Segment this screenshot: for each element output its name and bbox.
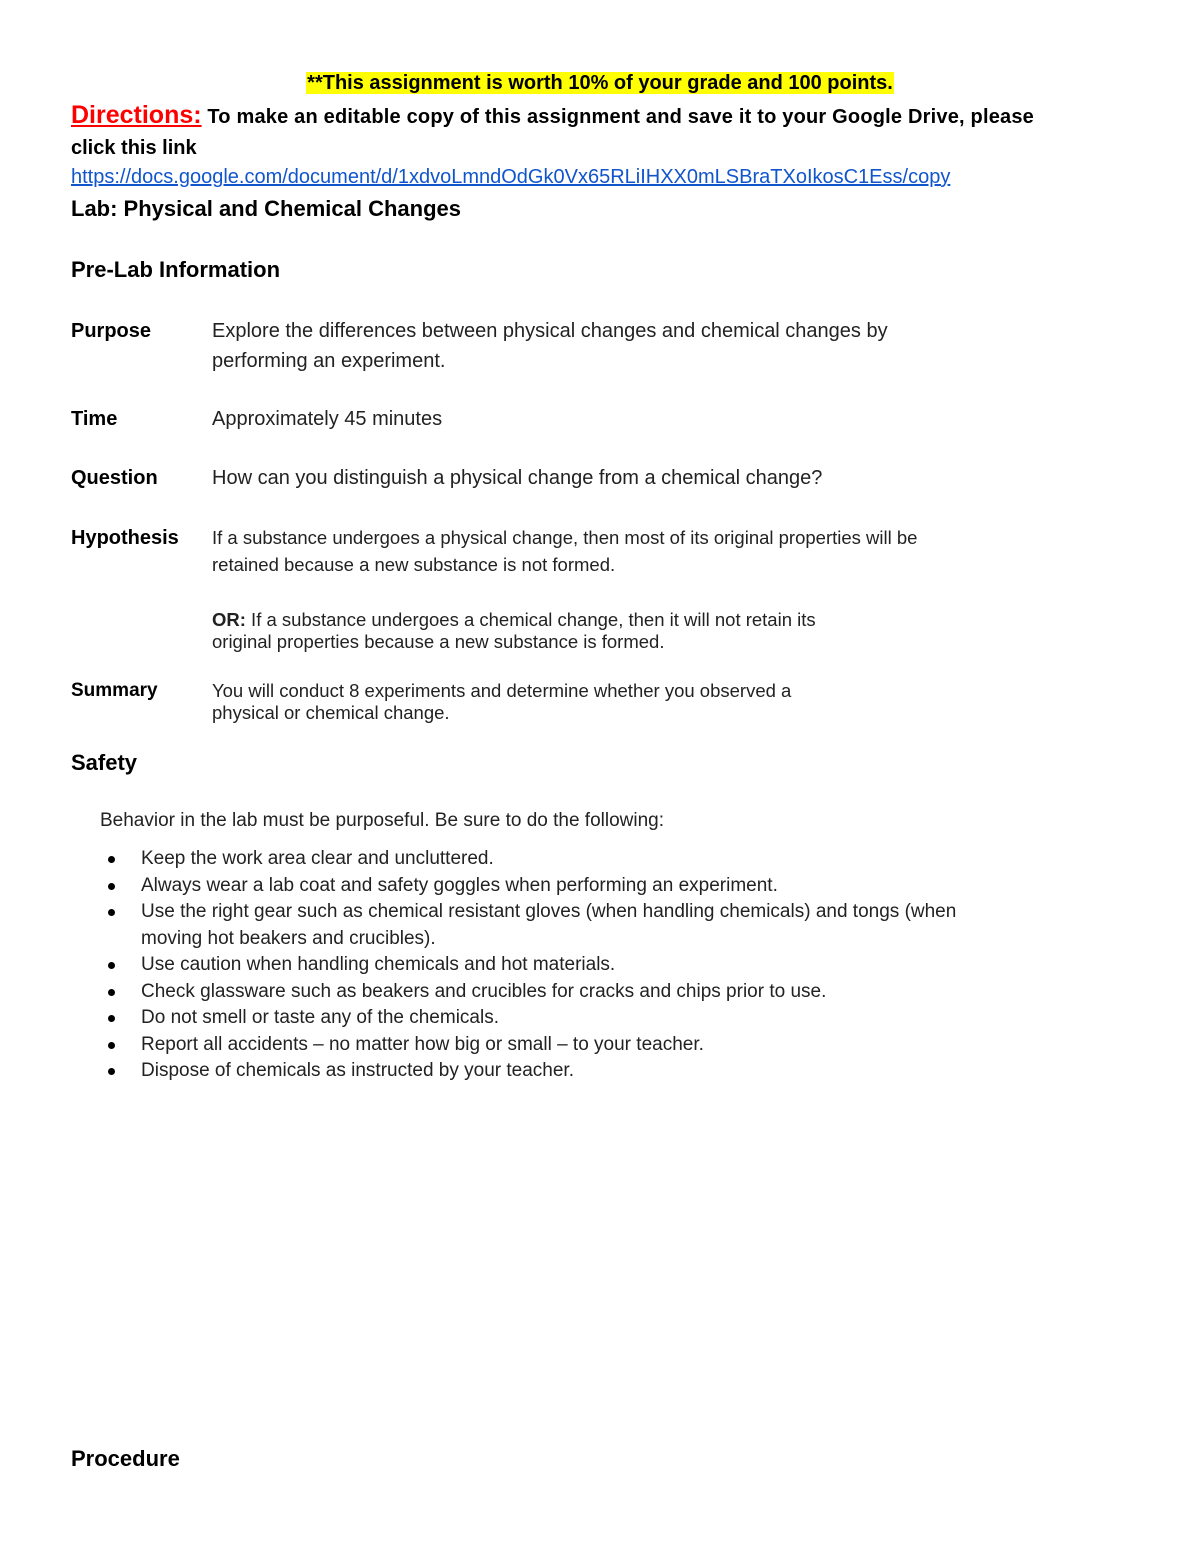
purpose-label: Purpose [71, 320, 152, 342]
summary-line1: You will conduct 8 experiments and determine whether you observed a [212, 680, 792, 701]
safety-item-text: Dispose of chemicals as instructed by your teacher. [141, 1060, 574, 1081]
hypothesis-or-line1 [212, 609, 816, 631]
directions-text: To make an editable copy of this assignment and save it to your Google Drive, please [201, 106, 1034, 128]
hypothesis-or-text: If a substance undergoes a chemical change, then it will not retain its [245, 609, 816, 630]
hypothesis-line2: retained because a new substance is not formed. [212, 554, 616, 575]
bullet-icon [108, 856, 115, 863]
purpose-line1: Explore the differences between physical changes and chemical changes by [212, 320, 888, 342]
bullet-icon [108, 1015, 115, 1022]
hypothesis-or-line2: original properties because a new substance is formed. [212, 631, 665, 652]
safety-list [105, 846, 1005, 1085]
grade-banner [0, 70, 1200, 97]
hypothesis-label: Hypothesis [71, 527, 179, 549]
list-item [105, 899, 1005, 952]
safety-intro: Behavior in the lab must be purposeful. Be sure to do the following: [100, 810, 665, 831]
safety-item-text: Always wear a lab coat and safety goggles when performing an experiment. [141, 874, 778, 896]
question-value: How can you distinguish a physical change from a chemical change? [212, 467, 823, 489]
bullet-icon [108, 989, 115, 996]
grade-banner-text: **This assignment is worth 10% of your grade and 100 points. [307, 72, 893, 94]
directions-label: Directions: [71, 101, 202, 129]
question-label: Question [71, 467, 158, 489]
list-item [105, 846, 1005, 873]
list-item [105, 873, 1005, 900]
directions-text-line2: click this link [71, 137, 197, 159]
directions-line [71, 101, 1034, 130]
list-item [105, 979, 1005, 1006]
safety-heading: Safety [71, 750, 138, 775]
summary-label: Summary [71, 680, 158, 701]
safety-item-text: Report all accidents – no matter how big or small – to your teacher. [141, 1033, 704, 1055]
safety-item-text: Check glassware such as beakers and crucibles for cracks and chips prior to use. [141, 980, 827, 1002]
purpose-line2: performing an experiment. [212, 350, 446, 372]
procedure-heading: Procedure [71, 1446, 180, 1471]
hypothesis-or-label: OR: [212, 609, 246, 630]
hypothesis-line1: If a substance undergoes a physical change, then most of its original properties will be [212, 527, 918, 548]
bullet-icon [108, 909, 115, 916]
bullet-icon [108, 883, 115, 890]
prelab-heading: Pre-Lab Information [71, 257, 281, 282]
time-label: Time [71, 408, 118, 430]
safety-item-text: Use caution when handling chemicals and hot materials. [141, 954, 616, 975]
bullet-icon [108, 1068, 115, 1075]
list-item [105, 1005, 1005, 1032]
time-value: Approximately 45 minutes [212, 408, 443, 430]
list-item [105, 1058, 1005, 1085]
copy-link[interactable]: https://docs.google.com/document/d/1xdvoLmndOdGk0Vx65RLiIHXX0mLSBraTXoIkosC1Ess/copy [71, 166, 951, 188]
summary-line2: physical or chemical change. [212, 702, 450, 723]
list-item [105, 1032, 1005, 1059]
safety-item-text: Keep the work area clear and uncluttered. [141, 848, 494, 869]
lab-title: Lab: Physical and Chemical Changes [71, 196, 462, 221]
safety-item-text: Use the right gear such as chemical resistant gloves (when handling chemicals) and tongs (when moving hot beakers and crucibles). [141, 901, 957, 949]
safety-item-text: Do not smell or taste any of the chemicals. [141, 1007, 499, 1028]
bullet-icon [108, 962, 115, 969]
bullet-icon [108, 1042, 115, 1049]
list-item [105, 952, 1005, 979]
